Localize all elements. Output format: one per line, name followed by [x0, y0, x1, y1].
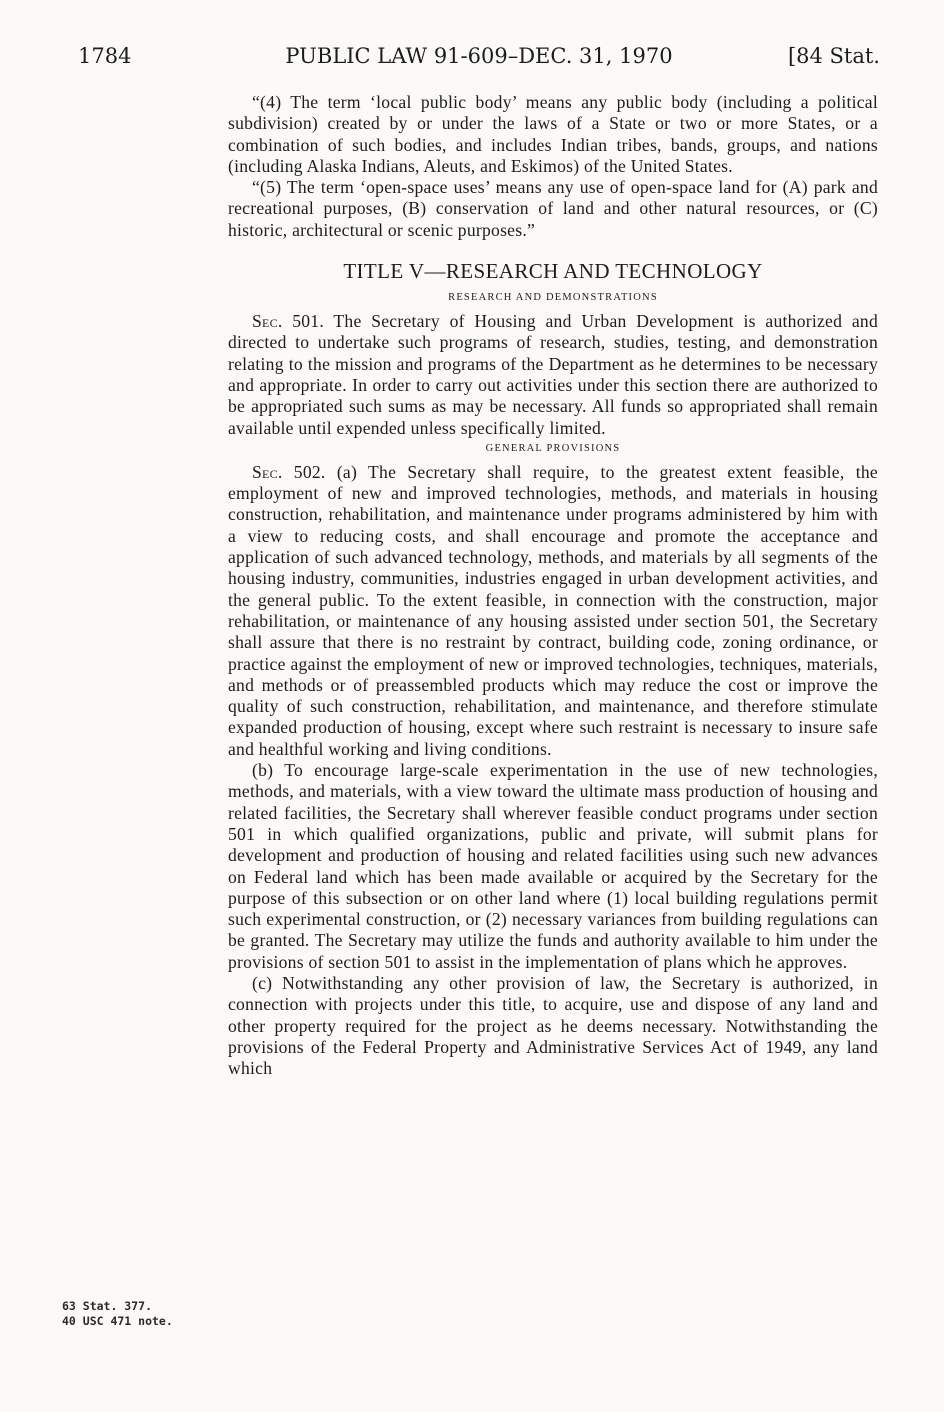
section-502-a-text: (a) The Secretary shall require, to the greatest extent feasible, the employment of new and improved technologies, methods, and materials in housing construction, rehabilitation, and maintenance under programs administered by him with a view to reducing costs, and shall encourage and promote the acceptance and application of such advanced technology, methods, and materials by all segments of the housing industry, communities, industries engaged in urban development activities, and the general public. To the extent feasible, in connection with the construction, major rehabilitation, or maintenance of any housing assisted under section 501, the Secretary shall assure that there is no restraint by contract, building code, zoning ordinance, or practice against the employment of new or improved technologies, techniques, materials, and methods or of preassembled products which may reduce the cost or improve the quality of such construction, rehabilitation, and maintenance, and therefore stimulate expanded production of housing, except where such restraint is necessary to insure safe and healthful working and living conditions.	[228, 461, 878, 759]
section-501	[228, 311, 878, 439]
definition-5: “(5) The term ‘open-space uses’ means any use of open-space land for (A) park and recreational purposes, (B) conservation of land and other natural resources, or (C) historic, architectural or scenic purposes.”	[228, 177, 878, 240]
running-header	[78, 44, 880, 74]
margin-note-stat: 63 Stat. 377.	[62, 1299, 153, 1313]
margin-note	[62, 1299, 173, 1329]
section-502-a	[228, 462, 878, 760]
page-number: 1784	[78, 44, 132, 68]
section-502-b: (b) To encourage large-scale experimentation in the use of new technologies, methods, and materials, with a view toward the ultimate mass production of housing and related facilities, the Secretary shall wherever feasible conduct programs under section 501 in which qualified organizations, public and private, will submit plans for development and production of housing and related facilities using such new advances on Federal land which has been made available or acquired by the Secretary for the purpose of this subsection or on other land where (1) local building regulations permit such experimental construction, or (2) necessary variances from building regulations can be granted. The Secretary may utilize the funds and authority available to him under the provisions of section 501 to assist in the implementation of plans which he approves.	[228, 760, 878, 972]
statute-reference: [84 Stat.	[787, 44, 880, 68]
margin-note-usc: 40 USC 471 note.	[62, 1314, 173, 1328]
general-provisions-heading: GENERAL PROVISIONS	[485, 442, 621, 454]
research-heading: RESEARCH AND DEMONSTRATIONS	[448, 292, 658, 304]
section-502-label: Sec. 502.	[252, 461, 326, 482]
title-heading: TITLE V—RESEARCH AND TECHNOLOGY	[343, 259, 763, 284]
section-501-text: The Secretary of Housing and Urban Development is authorized and directed to undertake such programs of research, studies, testing, and demonstration relating to the mission and programs of the Department as he determines to be necessary and appropriate. In order to carry out activities under this section there are authorized to be appropriated such sums as may be necessary. All funds so appropriated shall remain available until expended unless specifically limited.	[228, 311, 878, 438]
section-501-label: Sec. 501.	[252, 311, 325, 332]
definition-4: “(4) The term ‘local public body’ means any public body (including a political subdivision) created by or under the laws of a State or two or more States, or a combination of such bodies, and includes Indian tribes, bands, groups, and nations (including Alaska Indians, Aleuts, and Eskimos) of the United States.	[228, 92, 878, 176]
header-title: PUBLIC LAW 91-609–DEC. 31, 1970	[285, 44, 673, 68]
main-text-column	[228, 92, 878, 1079]
section-502-c: (c) Notwithstanding any other provision of law, the Secretary is authorized, in connection with projects under this title, to acquire, use and dispose of any land and other property required for the project as he deems necessary. Notwithstanding the provisions of the Federal Property and Administrative Services Act of 1949, any land which	[228, 972, 878, 1079]
